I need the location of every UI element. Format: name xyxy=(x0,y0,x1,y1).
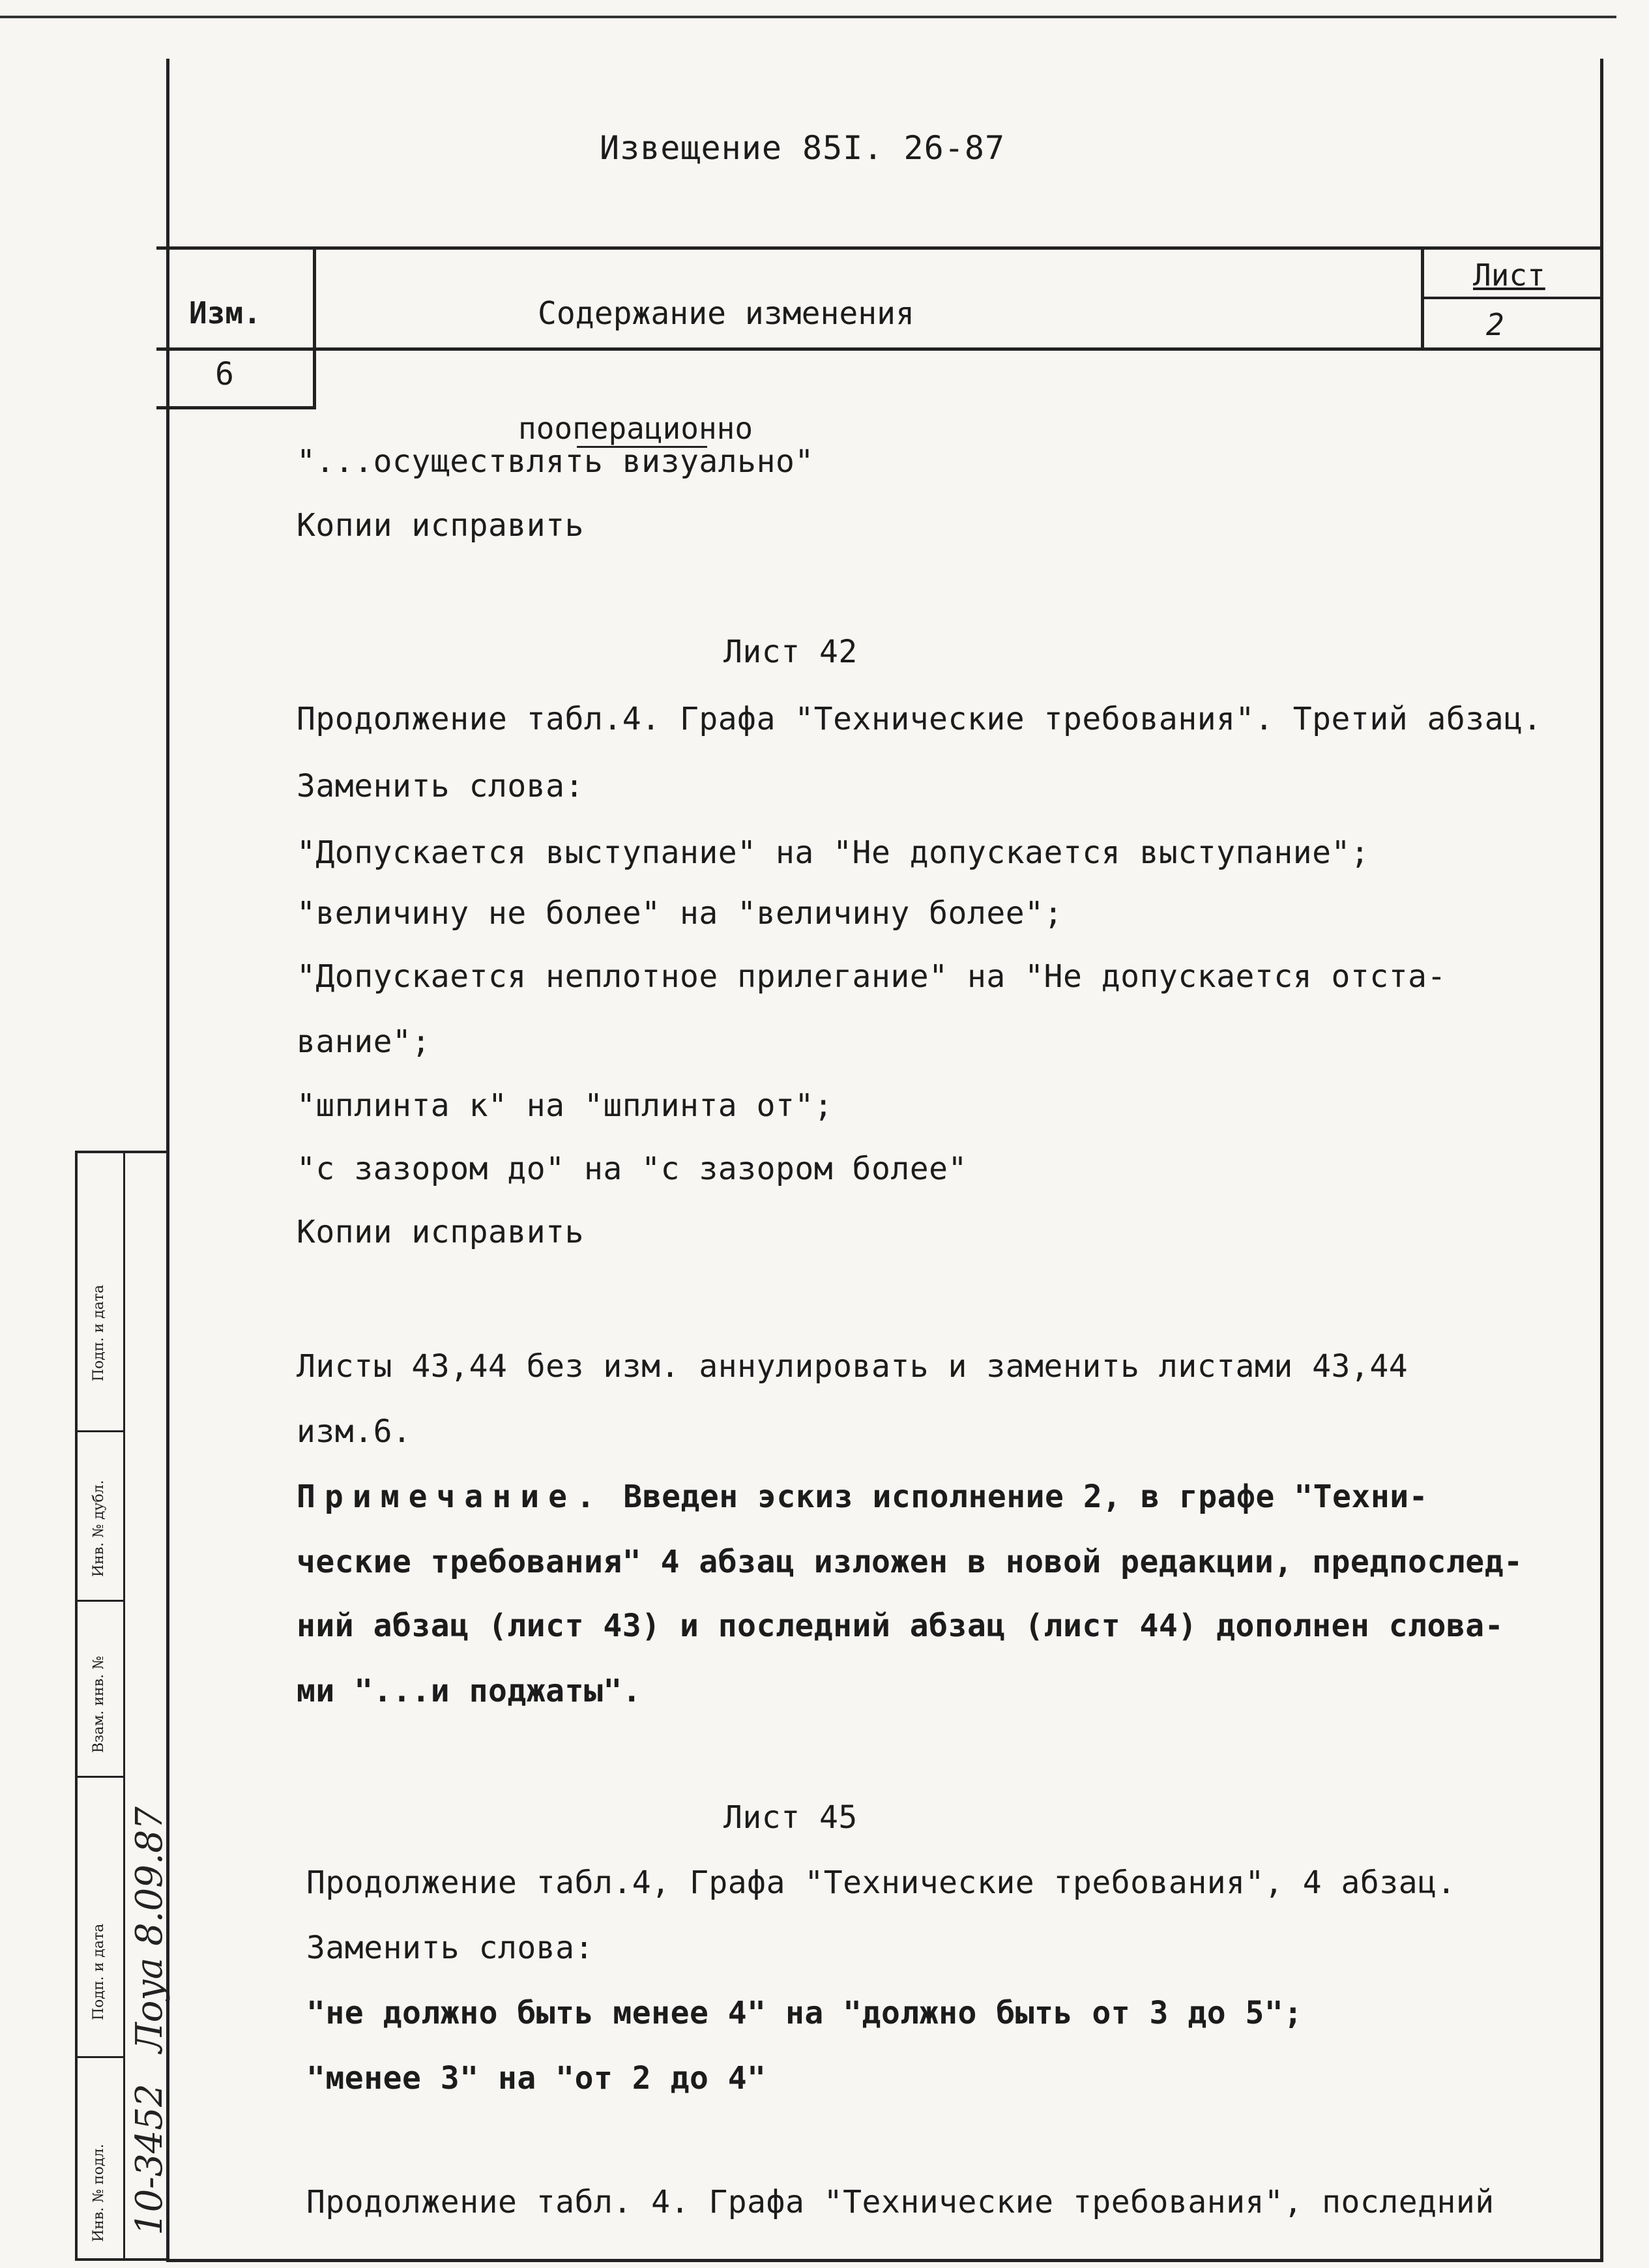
text-line: Продолжение табл.4. Графа "Технические требования". Третий абзац. xyxy=(297,701,1542,737)
sheet-heading-45: Лист 45 xyxy=(723,1799,858,1836)
note-text: Введен эскиз исполнение 2, в графе "Техни- xyxy=(604,1479,1429,1515)
text-line: "Допускается выступание" на "Не допускается выступание"; xyxy=(297,834,1370,871)
note-line: ческие требования" 4 абзац изложен в новой редакции, предпослед- xyxy=(297,1544,1523,1580)
text-line: "не должно быть менее 4" на "должно быть от 3 до 5"; xyxy=(306,1995,1303,2031)
note-line: ний абзац (лист 43) и последний абзац (лист 44) дополнен слова- xyxy=(297,1608,1504,1644)
stamp-block xyxy=(75,1151,169,2261)
text-line: вание"; xyxy=(297,1024,431,1060)
text-line: Листы 43,44 без изм. аннулировать и заменить листами 43,44 xyxy=(297,1348,1408,1385)
stamp-label-inv-dubl: Инв. № дубл. xyxy=(91,1480,107,1577)
note-word: Примечание. xyxy=(297,1479,604,1515)
izm-value-box xyxy=(156,344,316,409)
text-line: "Допускается неплотное прилегание" на "Не допускается отста- xyxy=(297,958,1446,995)
text-line: Продолжение табл.4, Графа "Технические требования", 4 абзац. xyxy=(306,1864,1456,1901)
text-line: "...осуществлять визуально" xyxy=(297,443,814,480)
text-line: "шплинта к" на "шплинта от"; xyxy=(297,1087,834,1124)
stamp-signature: Лоуа 8.09.87 xyxy=(128,1806,171,2053)
text-line: Продолжение табл. 4. Графа "Технические требования", последний xyxy=(306,2184,1495,2220)
izm-label: Изм. xyxy=(189,295,261,331)
note-line: ми "...и поджаты". xyxy=(297,1673,642,1709)
text-line: Копии исправить xyxy=(297,507,584,544)
list-label: Лист xyxy=(1473,258,1545,293)
inserted-word: пооперационно xyxy=(518,411,753,446)
sheet-heading-42: Лист 42 xyxy=(723,634,858,670)
stamp-label-inv-podl: Инв. № подл. xyxy=(91,2143,107,2242)
list-value: 2 xyxy=(1486,307,1504,342)
text-line: изм.6. xyxy=(297,1413,412,1450)
text-line: "с зазором до" на "с зазором более" xyxy=(297,1151,967,1187)
header-table xyxy=(156,246,1600,351)
list-cell xyxy=(1421,250,1603,347)
text-line: "менее 3" на "от 2 до 4" xyxy=(306,2060,766,2097)
text-line: Заменить слова: xyxy=(306,1930,594,1966)
stamp-inv-number: 10-3452 xyxy=(128,2084,171,2235)
top-border-line xyxy=(0,16,1616,18)
izm-value: 6 xyxy=(215,356,234,392)
text-line: Копии исправить xyxy=(297,1214,584,1250)
izm-cell xyxy=(156,250,316,347)
note-line xyxy=(297,1479,1428,1515)
text-line: Заменить слова: xyxy=(297,768,584,804)
text-line: "величину не более" на "величину более"; xyxy=(297,895,1063,932)
stamp-label-podp-1: Подп. и дата xyxy=(91,1284,107,1381)
content-label: Содержание изменения xyxy=(538,295,914,332)
document-title: Извещение 85I. 26-87 xyxy=(600,129,1006,167)
list-separator xyxy=(1424,297,1603,299)
stamp-label-vzam: Взам. инв. № xyxy=(91,1656,107,1753)
stamp-divider xyxy=(123,1153,125,2258)
stamp-label-podp-2: Подп. и дата xyxy=(91,1923,107,2020)
